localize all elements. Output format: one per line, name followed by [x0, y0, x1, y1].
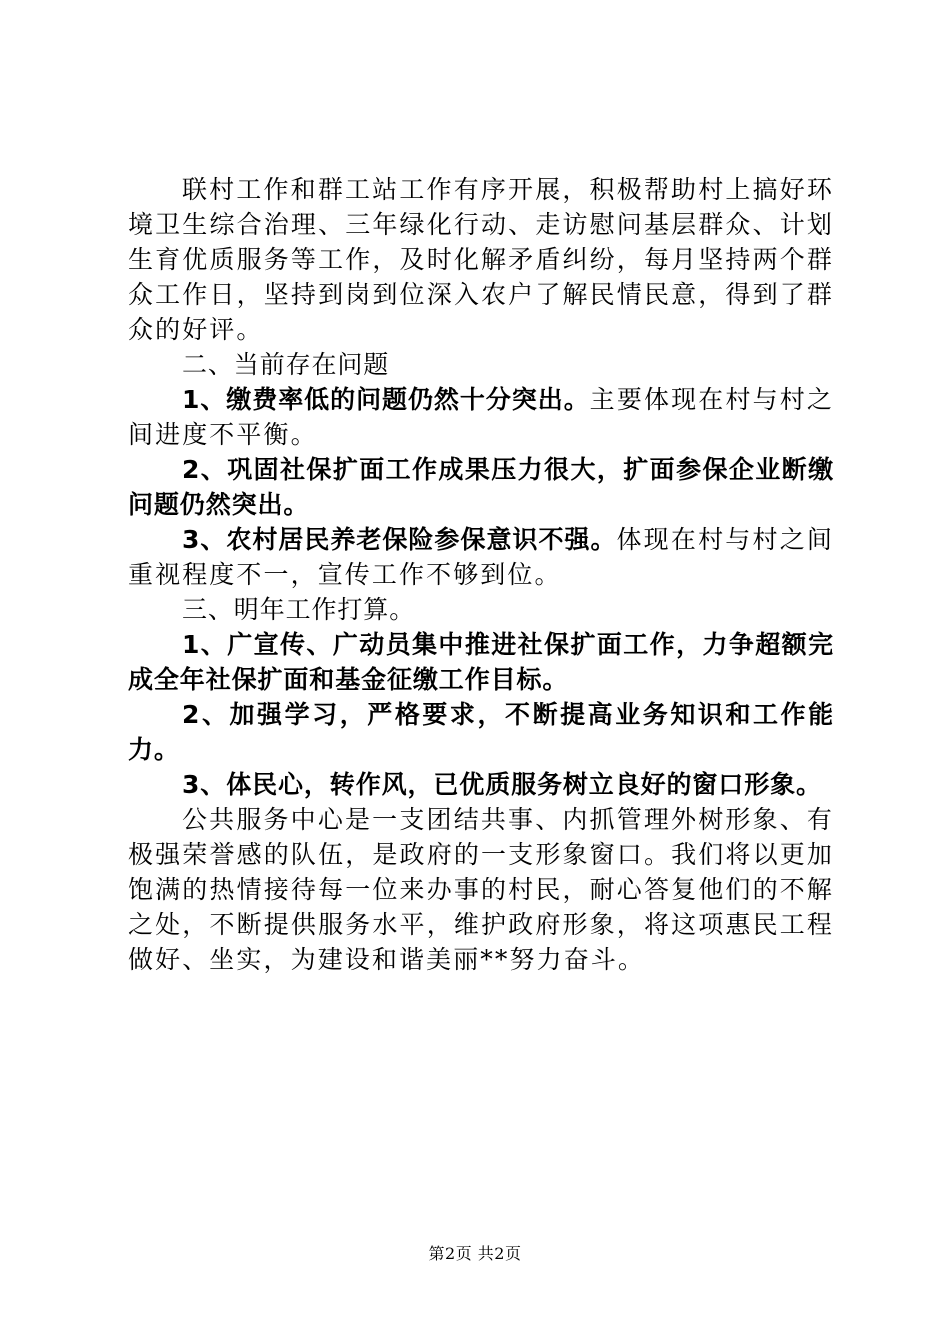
section-heading-problems: 二、当前存在问题 — [182, 350, 390, 379]
problem-item-1-detail: 主要体现在村与村之间进度不平衡。 — [128, 385, 835, 449]
problem-item-1 — [128, 382, 834, 452]
problem-item-2: 2、巩固社保扩面工作成果压力很大，扩面参保企业断缴问题仍然突出。 — [128, 455, 834, 519]
plan-item-1: 1、广宣传、广动员集中推进社保扩面工作，力争超额完成全年社保扩面和基金征缴工作目标。 — [128, 630, 834, 694]
document-body — [128, 172, 834, 977]
plan-item-3: 3、体民心，转作风，已优质服务树立良好的窗口形象。 — [182, 770, 822, 799]
paragraph-village-work: 联村工作和群工站工作有序开展，积极帮助村上搞好环境卫生综合治理、三年绿化行动、走访慰问基层群众、计划生育优质服务等工作，及时化解矛盾纠纷，每月坚持两个群众工作日，坚持到岗到位深入农户了解民情民意，得到了群众的好评。 — [128, 175, 834, 344]
problem-item-3 — [128, 522, 834, 592]
plan-item-2: 2、加强学习，严格要求，不断提高业务知识和工作能力。 — [128, 700, 834, 764]
problem-item-1-lead: 1、缴费率低的问题仍然十分突出。 — [182, 385, 590, 414]
problem-item-3-detail: 体现在村与村之间重视程度不一，宣传工作不够到位。 — [128, 525, 834, 589]
paragraph-conclusion: 公共服务中心是一支团结共事、内抓管理外树形象、有极强荣誉感的队伍，是政府的一支形象窗口。我们将以更加饱满的热情接待每一位来办事的村民，耐心答复他们的不解之处，不断提供服务水平，维护政府形象，将这项惠民工程做好、坐实，为建设和谐美丽**努力奋斗。 — [128, 805, 834, 974]
problem-item-3-lead: 3、农村居民养老保险参保意识不强。 — [182, 525, 617, 554]
page-number-footer: 第2页 共2页 — [428, 1244, 522, 1263]
section-heading-plans: 三、明年工作打算。 — [182, 595, 416, 624]
